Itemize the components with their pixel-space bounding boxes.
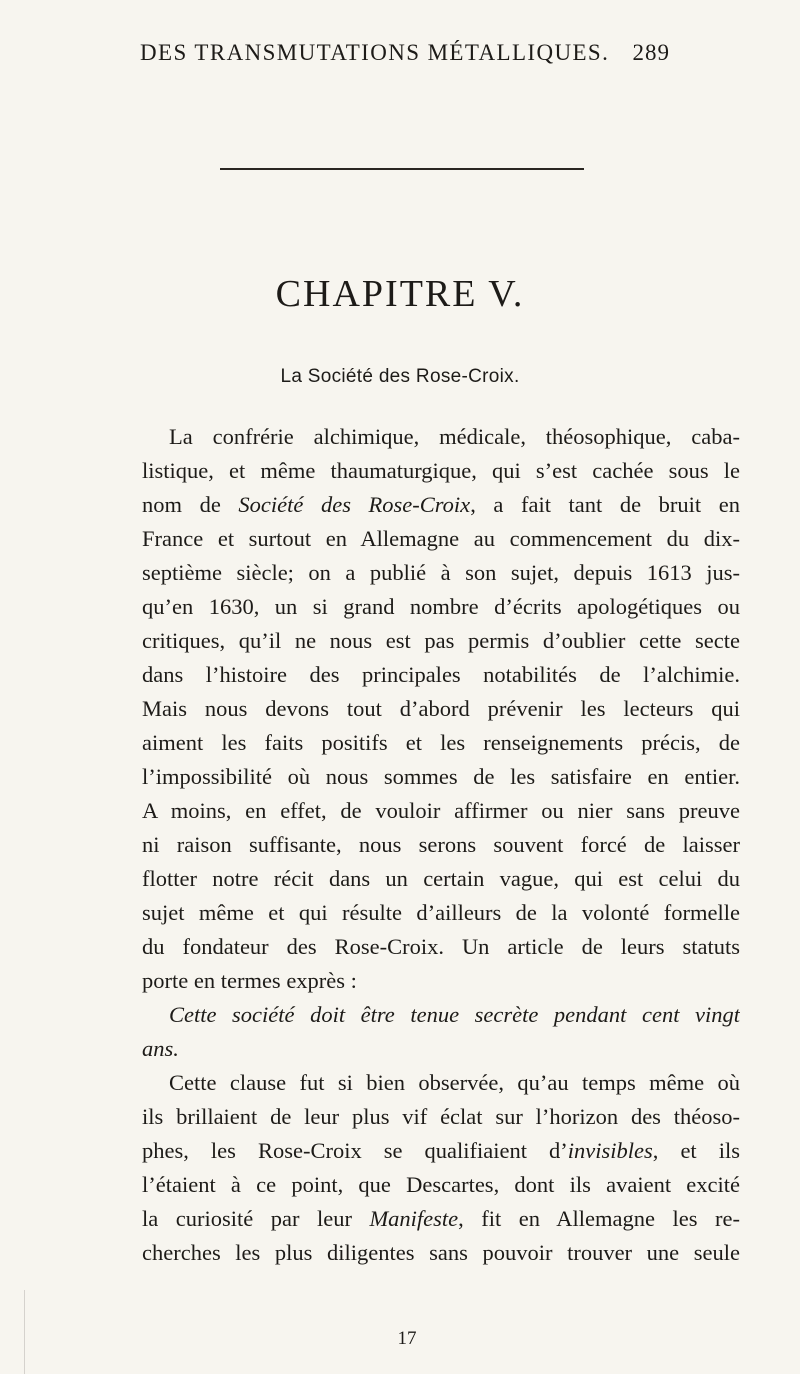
chapter-title: CHAPITRE V. xyxy=(275,273,525,315)
text-line: qu’en 1630, un si grand nombre d’écrits apologétiques ou xyxy=(142,594,740,619)
page-edge-shadow xyxy=(0,1290,25,1374)
body-text xyxy=(142,420,740,1270)
chapter-subtitle: La Société des Rose-Croix. xyxy=(280,366,520,387)
text-line: ni raison suffisante, nous serons souvent forcé de laisser xyxy=(142,832,740,857)
text-line: porte en termes exprès : xyxy=(142,968,357,993)
text-line: flotter notre récit dans un certain vague, qui est celui du xyxy=(142,866,740,891)
signature-mark: 17 xyxy=(397,1328,417,1349)
text-line: Mais nous devons tout d’abord prévenir les lecteurs qui xyxy=(142,696,740,721)
text-line: sujet même et qui résulte d’ailleurs de la volonté formelle xyxy=(142,900,740,925)
text-line: Cette société doit être tenue secrète pendant cent vingt xyxy=(169,1002,740,1027)
text-line: phes, les Rose-Croix se qualifiaient d’invisibles, et ils xyxy=(142,1138,740,1163)
text-line: La confrérie alchimique, médicale, théosophique, caba- xyxy=(169,424,740,449)
text-line: A moins, en effet, de vouloir affirmer ou nier sans preuve xyxy=(142,798,740,823)
text-line: France et surtout en Allemagne au commencement du dix- xyxy=(142,526,740,551)
text-line: ans. xyxy=(142,1036,179,1061)
text-line: nom de Société des Rose-Croix, a fait tant de bruit en xyxy=(142,492,740,517)
text-line: du fondateur des Rose-Croix. Un article de leurs statuts xyxy=(142,934,740,959)
chapter-divider-rule xyxy=(220,168,584,170)
text-line: septième siècle; on a publié à son sujet, depuis 1613 jus- xyxy=(142,560,740,585)
text-line: listique, et même thaumaturgique, qui s’est cachée sous le xyxy=(142,458,740,483)
text-line: l’étaient à ce point, que Descartes, dont ils avaient excité xyxy=(142,1172,740,1197)
text-line: la curiosité par leur Manifeste, fit en Allemagne les re- xyxy=(142,1206,740,1231)
text-line: cherches les plus diligentes sans pouvoir trouver une seule xyxy=(142,1240,740,1265)
text-line: Cette clause fut si bien observée, qu’au temps même où xyxy=(169,1070,740,1095)
page-number: 289 xyxy=(632,40,670,65)
text-line: aiment les faits positifs et les renseignements précis, de xyxy=(142,730,740,755)
running-head xyxy=(140,40,670,80)
text-line: l’impossibilité où nous sommes de les satisfaire en entier. xyxy=(142,764,740,789)
text-line: ils brillaient de leur plus vif éclat sur l’horizon des théoso- xyxy=(142,1104,740,1129)
running-title: DES TRANSMUTATIONS MÉTALLIQUES. xyxy=(140,40,610,65)
text-line: critiques, qu’il ne nous est pas permis d’oublier cette secte xyxy=(142,628,740,653)
text-line: dans l’histoire des principales notabilités de l’alchimie. xyxy=(142,662,740,687)
